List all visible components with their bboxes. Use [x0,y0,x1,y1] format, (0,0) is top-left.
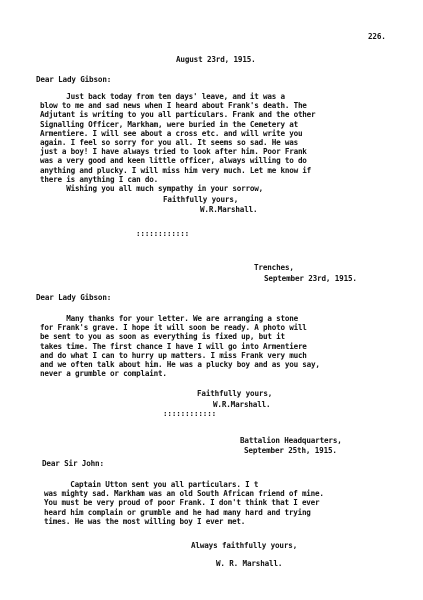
letter-3-date: September 25th, 1915. [244,446,337,455]
letter-1-separator: :::::::::::: [136,229,190,238]
letter-2-salutation: Dear Lady Gibson: [36,293,112,302]
letter-1-date: August 23rd, 1915. [176,55,256,64]
letter-1-body: Just back today from ten days' leave, and it was a blow to me and sad news when I heard about Frank's death. The Adjutant is writing to you all particulars. Frank and the other Signalling Officer, Markham, were buried in the Cemetery at Armentiere. I will see about a cross etc. and will write you again. I feel so sorry for you all. It seems so sad. He was just a boy! I have always tried to look after him. Poor Frank was a very good and keen little officer, always willing to do anything and plucky. I will miss him very much. Let me know if there is anything I can do. Wishing you all much sympathy in your sorrow, [40,92,316,194]
letter-2-separator: :::::::::::: [163,409,217,418]
page-number: 226. [368,32,386,41]
letter-2-place: Trenches, [254,263,294,272]
letter-3-signature: W. R. Marshall. [216,559,283,568]
letter-3-body: Captain Utton sent you all particulars. I t was mighty sad. Markham was an old South African friend of mine. You must be very proud of poor Frank. I don't think that I ever heard him complain or grumble and he had many hard and trying times. He was the most willing boy I ever met. [44,480,324,526]
letter-3-place: Battalion Headquarters, [240,436,342,445]
letter-1-closing: Faithfully yours, [163,195,239,204]
letter-2-body: Many thanks for your letter. We are arranging a stone for Frank's grave. I hope it will soon be ready. A photo will be sent to you as soon as everything is fixed up, but it takes time. The first chance I have I will go into Armentiere and do what I can to hurry up matters. I miss Frank very much and we often talk about him. He was a plucky boy and as you say, never a grumble or complaint. [40,314,320,379]
letter-2-closing: Faithfully yours, [197,389,273,398]
letter-2-date: September 23rd, 1915. [264,274,357,283]
letter-1-salutation: Dear Lady Gibson: [36,75,112,84]
letter-3-salutation: Dear Sir John: [42,459,104,468]
letter-2-signature: W.R.Marshall. [213,400,271,409]
letter-3-closing: Always faithfully yours, [191,541,298,550]
letter-1-signature: W.R.Marshall. [200,205,258,214]
